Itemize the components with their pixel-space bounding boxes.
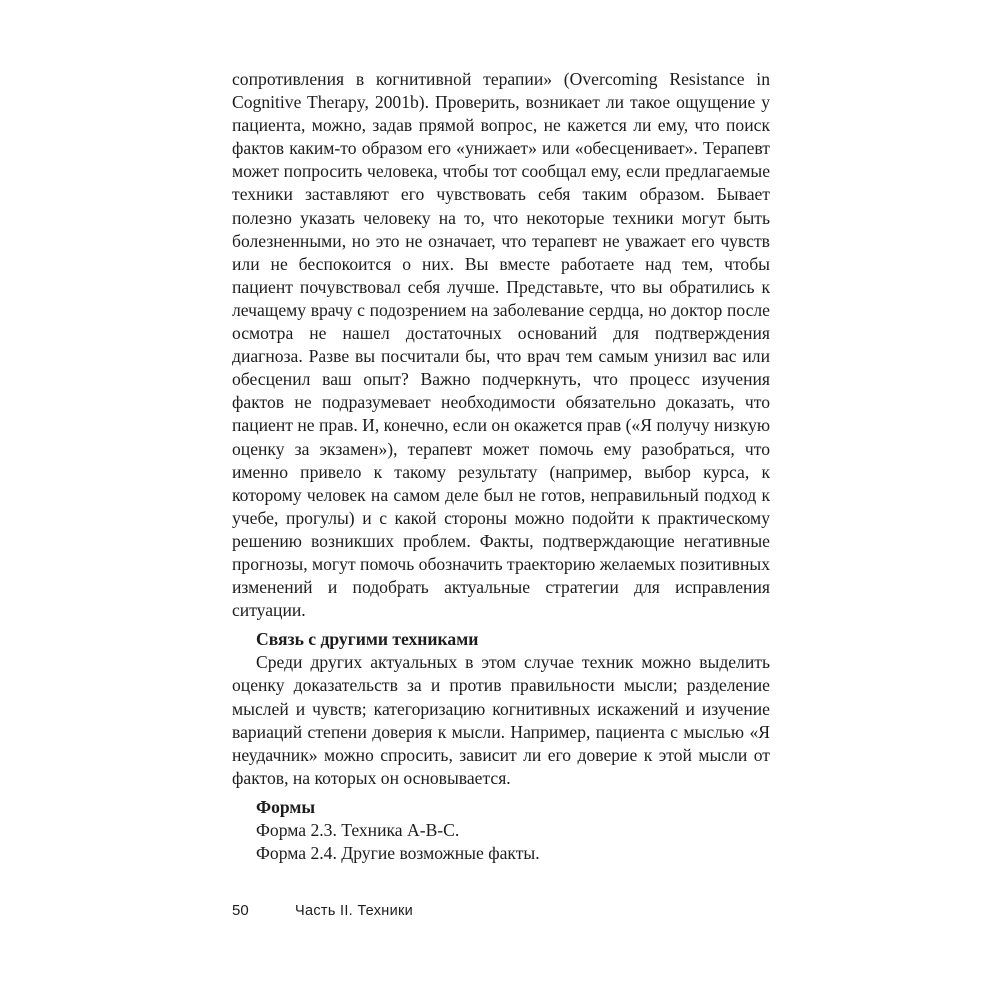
running-footer-chapter: Часть II. Техники — [295, 903, 414, 919]
section-heading-forms: Формы — [256, 796, 316, 817]
forms-list — [232, 819, 770, 865]
main-text-column — [232, 68, 770, 865]
form-item: Форма 2.3. Техника А-В-С. — [256, 820, 460, 840]
form-item: Форма 2.4. Другие возможные факты. — [256, 843, 540, 864]
page-number: 50 — [232, 902, 249, 919]
body-paragraph: сопротивления в когнитивной терапии» (Overcoming Resistance in Cognitive Therapy, 2001b). Проверить, возникает ли такое ощущение у пациента, можно, задав прямой вопрос, не кажется ли ему, что поиск фактов каким-то образом его «унижает» или «обесценивает». Терапевт может попросить человека, чтобы тот сообщал ему, если предлагаемые техники заставляют его чувствовать себя таким образом. Бывает полезно указать человеку на то, что некоторые техники могут быть болезненными, но это не означает, что терапевт не уважает его чувств или не беспокоится о них. Вы вместе работаете над тем, чтобы пациент почувствовал себя лучше. Представьте, что вы обратились к лечащему врачу с подозрением на заболевание сердца, но доктор после осмотра не нашел достаточных оснований для подтверждения диагноза. Разве вы посчитали бы, что врач тем самым унизил вас или обесценил ваш опыт? Важно подчеркнуть, что процесс изучения фактов не подразумевает необходимости обязательно доказать, что пациент не прав. И, конечно, если он окажется прав («Я получу низкую оценку за экзамен»), терапевт может помочь ему разобраться, что именно привело к такому результату (например, выбор курса, к которому человек на самом деле был не готов, неправильный подход к учебе, прогулы) и с какой стороны можно подойти к практическому решению возникших проблем. Факты, подтверждающие негативные прогнозы, могут помочь обозначить траекторию желаемых позитивных изменений и подобрать актуальные стратегии для исправления ситуации. — [232, 69, 770, 621]
section-heading-related-techniques: Связь с другими техниками — [256, 629, 479, 650]
related-techniques-paragraph: Среди других актуальных в этом случае техник можно выделить оценку доказательств за и против правильности мысли; разделение мыслей и чувств; категоризацию когнитивных искажений и изучение вариаций степени доверия к мысли. Например, пациента с мыслью «Я неудачник» можно спросить, зависит ли его доверие к этой мысли от фактов, на которых он основывается. — [232, 652, 770, 788]
